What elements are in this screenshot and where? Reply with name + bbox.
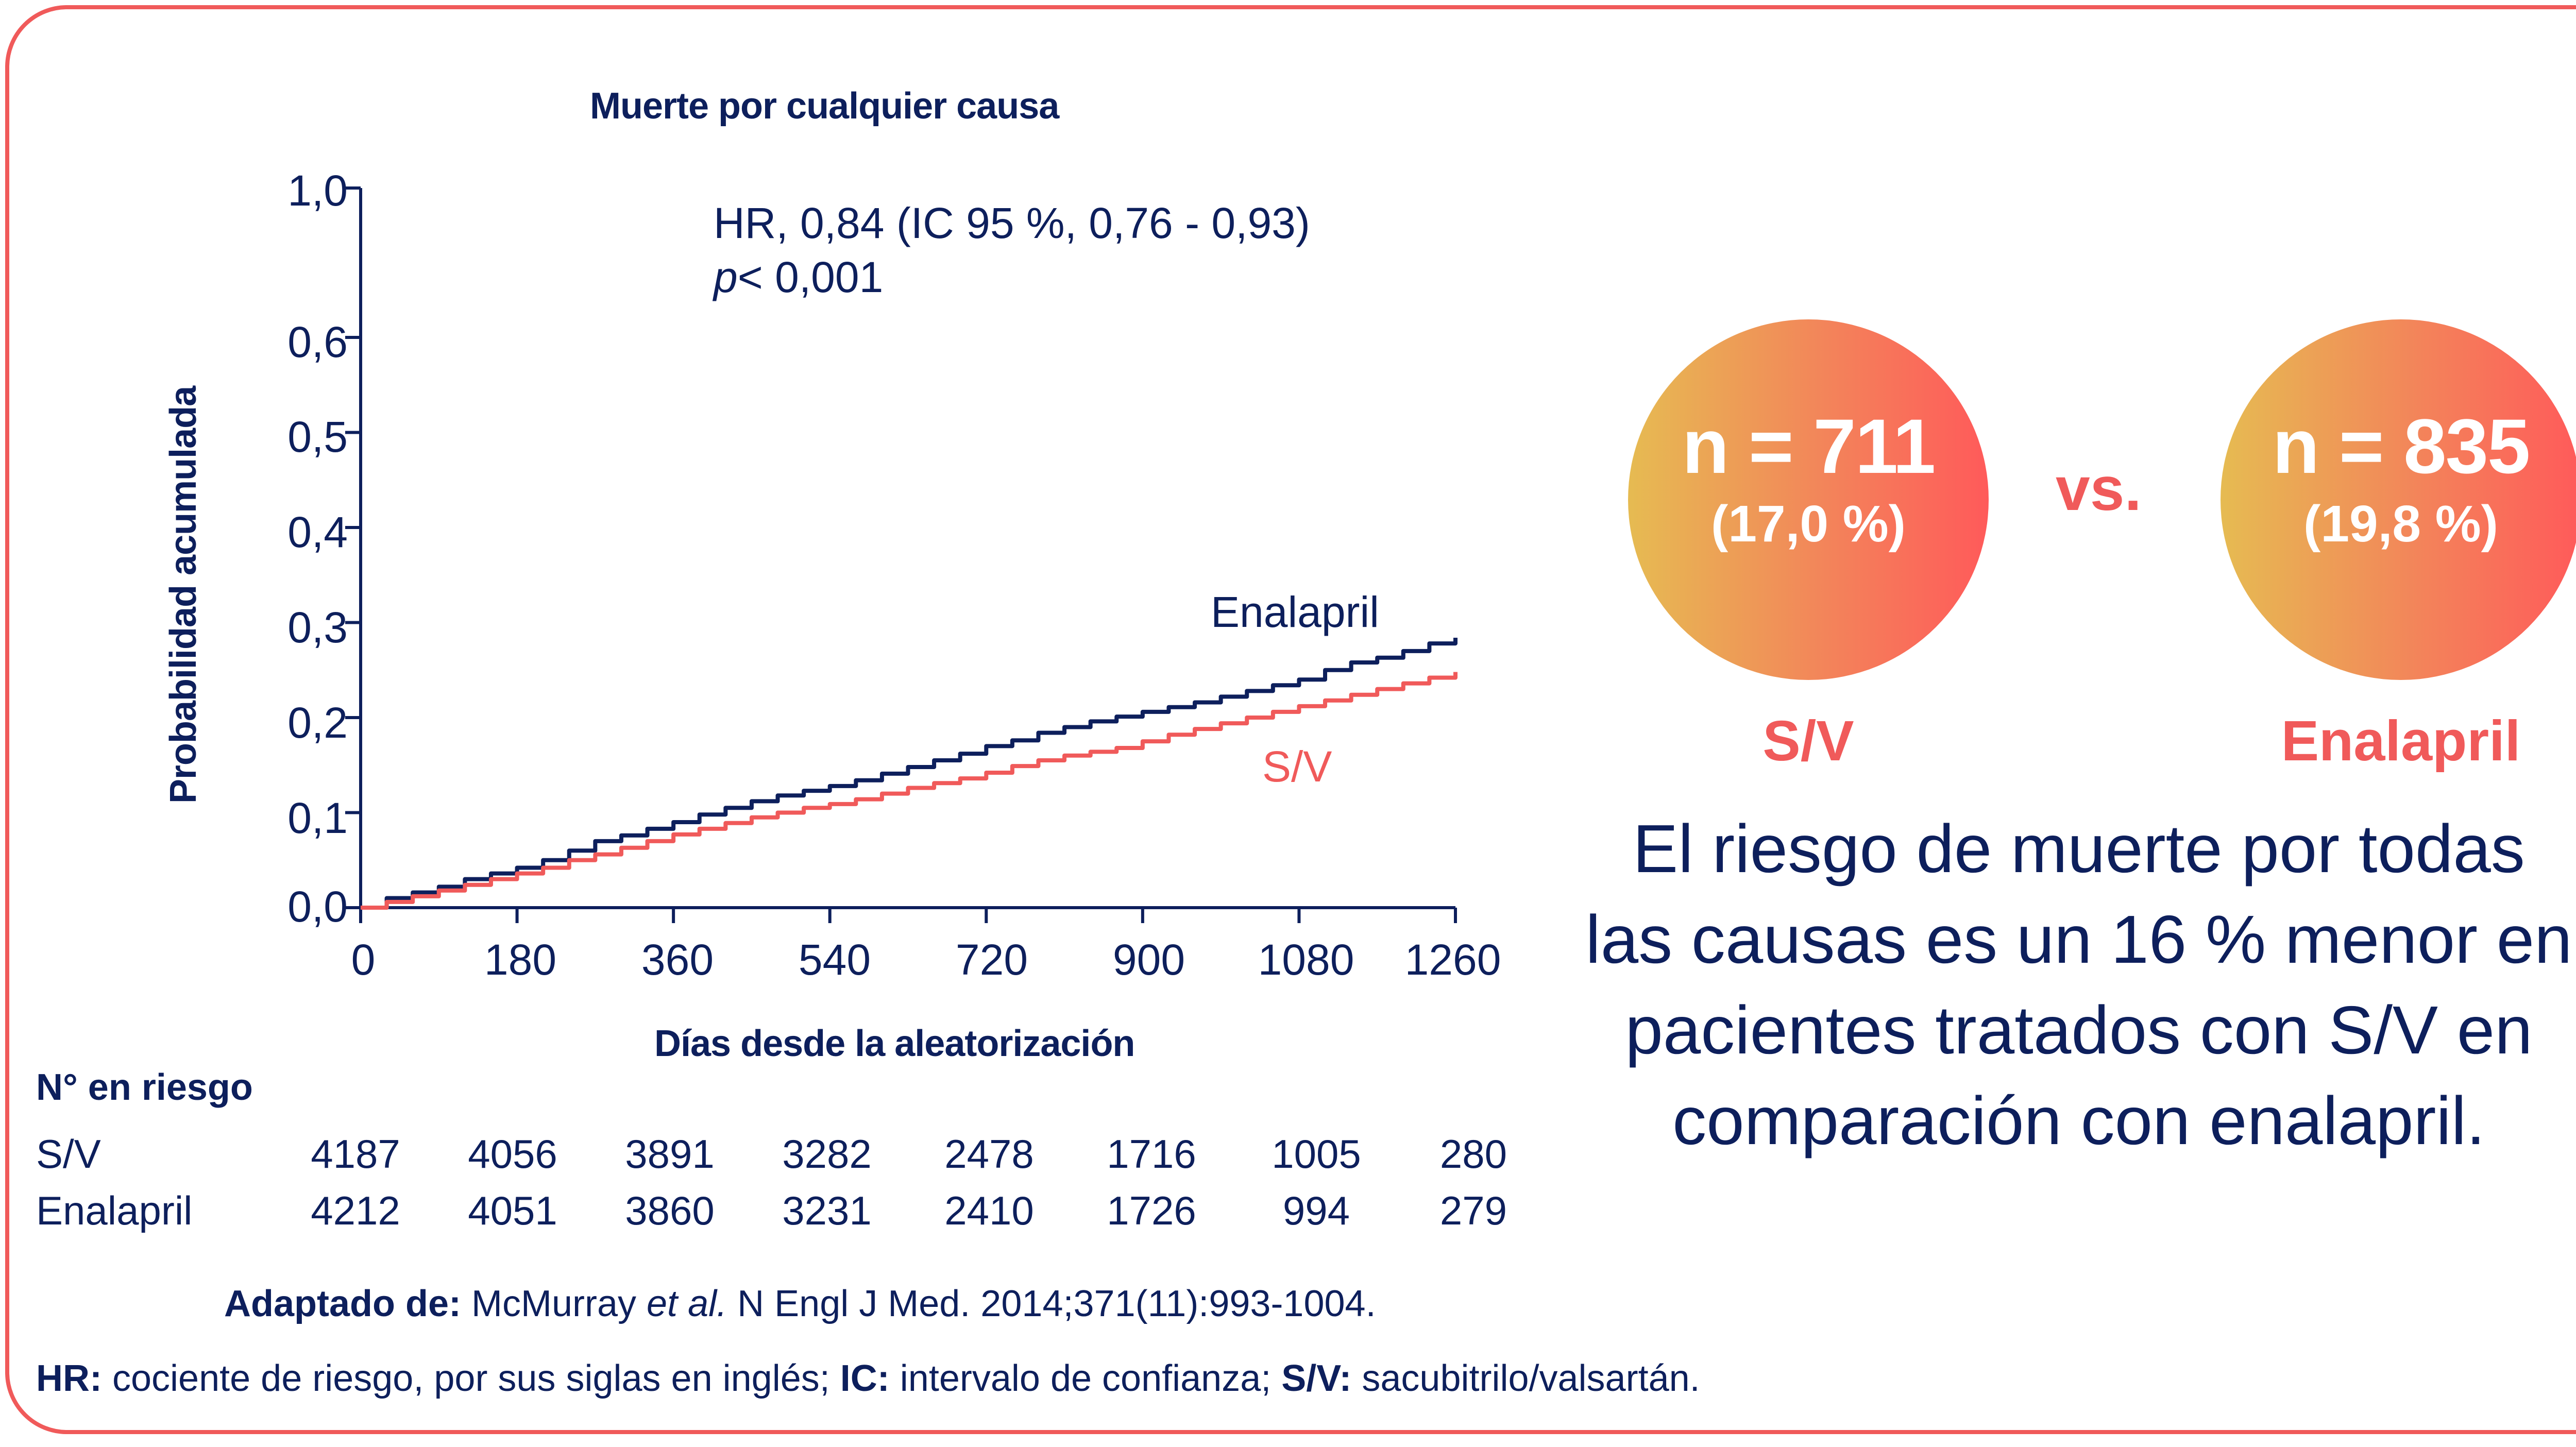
hr-annotation: HR, 0,84 (IC 95 %, 0,76 - 0,93) <box>714 199 1310 247</box>
risk-cell: 1716 <box>1107 1131 1196 1177</box>
risk-cell: 4212 <box>311 1188 400 1233</box>
y-tick-label: 0,2 <box>287 699 348 747</box>
risk-cell: 994 <box>1282 1188 1350 1233</box>
statement-line: El riesgo de muerte por todas <box>1633 811 2525 887</box>
x-tick-label: 180 <box>484 935 557 984</box>
x-axis-title: Días desde la aleatorización <box>654 1023 1135 1064</box>
sv-deaths-count: n = 711 <box>1682 403 1935 489</box>
risk-cell: 2410 <box>944 1188 1034 1233</box>
risk-cell: 4051 <box>468 1188 557 1233</box>
x-tick-label: 360 <box>641 935 714 984</box>
y-tick-label: 1,0 <box>287 166 348 215</box>
y-tick-label: 0,5 <box>287 413 348 461</box>
x-tick-label: 0 <box>351 935 376 984</box>
risk-row-label-sv: S/V <box>36 1131 101 1177</box>
y-tick-label: 0,0 <box>287 882 348 931</box>
risk-cell: 3860 <box>625 1188 715 1233</box>
y-tick-label: 0,3 <box>287 603 348 652</box>
conclusion-statement <box>1571 804 2576 1166</box>
abbreviations: HR: cociente de riesgo, por sus siglas en inglés; IC: intervalo de confianza; S/V: sacubitrilo/valsartán. <box>36 1358 1700 1399</box>
x-tick-label: 720 <box>955 935 1028 984</box>
series-label-enalapril: Enalapril <box>1211 588 1379 636</box>
risk-cell: 2478 <box>944 1131 1034 1177</box>
statement-line: comparación con enalapril. <box>1672 1083 2485 1159</box>
risk-cell: 4187 <box>311 1131 400 1177</box>
risk-table-title: N° en riesgo <box>36 1067 253 1108</box>
y-axis-title: Probabilidad acumulada <box>163 386 204 804</box>
statement-line: las causas es un 16 % menor en <box>1585 901 2572 977</box>
risk-cell: 280 <box>1439 1131 1507 1177</box>
risk-cell: 3891 <box>625 1131 715 1177</box>
statement-line: pacientes tratados con S/V en <box>1625 992 2533 1068</box>
sv-deaths-percent: (17,0 %) <box>1711 495 1906 553</box>
y-tick-label: 0,4 <box>287 508 348 556</box>
risk-cell: 1726 <box>1107 1188 1196 1233</box>
series-label-sv: S/V <box>1262 742 1332 791</box>
chart-title: Muerte por cualquier causa <box>590 86 1059 127</box>
vs-label: vs. <box>2056 454 2142 523</box>
enalapril-deaths-count: n = 835 <box>2272 403 2530 489</box>
risk-row-label-enalapril: Enalapril <box>36 1188 193 1233</box>
x-tick-label: 1260 <box>1404 935 1501 984</box>
risk-cell: 4056 <box>468 1131 557 1177</box>
sv-deaths-circle <box>1628 319 1989 680</box>
risk-cell: 279 <box>1439 1188 1507 1233</box>
x-tick-label: 900 <box>1112 935 1185 984</box>
enalapril-deaths-circle <box>2221 319 2576 680</box>
enalapril-circle-label: Enalapril <box>2281 709 2521 773</box>
enalapril-deaths-percent: (19,8 %) <box>2303 495 2498 553</box>
source-citation: Adaptado de: McMurray et al. N Engl J Med. 2014;371(11):993-1004. <box>224 1283 1376 1324</box>
p-value-annotation: p< 0,001 <box>714 253 884 301</box>
y-tick-label: 0,1 <box>287 794 348 842</box>
y-tick-label: 0,6 <box>287 318 348 366</box>
risk-cell: 3231 <box>782 1188 872 1233</box>
sv-circle-label: S/V <box>1762 709 1854 773</box>
x-tick-label: 1080 <box>1258 935 1354 984</box>
risk-cell: 1005 <box>1272 1131 1361 1177</box>
risk-cell: 3282 <box>782 1131 872 1177</box>
x-tick-label: 540 <box>798 935 871 984</box>
